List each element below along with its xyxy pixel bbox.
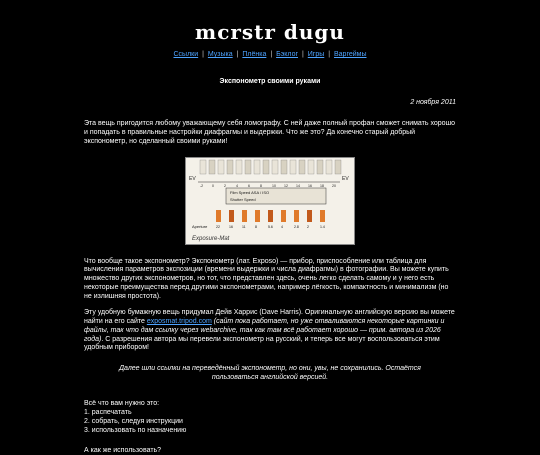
top-stripe	[218, 160, 224, 174]
ev-tick-label: 18	[320, 184, 324, 188]
usage-question: А как же использовать?	[84, 447, 456, 455]
top-stripe	[281, 160, 287, 174]
aperture-value: 11	[242, 225, 246, 229]
aperture-mark	[320, 210, 325, 222]
post-what-paragraph: Что вообще такое экспонометр? Экспонометр (лат. Exposo) — прибор, приспособление или таблица для вычисления параметров экспозиции (времени выдержки и числа диафрагмы) в фотографии. Вы можете купить множество других экспонометров, но тот, что представлен здесь, очень легко сделать самому и у него есть некоторые преимущества перед другими экспонометрами, например лёгкость, компактность и минимализм (но не излишняя простота).	[84, 258, 456, 302]
film-speed-label: Film Speed ASA / ISO	[230, 190, 269, 195]
shutter-speed-label: Shutter Speed	[230, 197, 256, 202]
exposure-mat-image	[185, 157, 355, 245]
main-nav	[84, 51, 456, 60]
aperture-mark	[255, 210, 260, 222]
ev-tick-label: 14	[296, 184, 300, 188]
aperture-value: 8	[255, 225, 257, 229]
top-stripe	[245, 160, 251, 174]
aperture-mark	[294, 210, 299, 222]
top-stripe	[317, 160, 323, 174]
aperture-mark	[281, 210, 286, 222]
top-stripe	[209, 160, 215, 174]
aperture-value: 2	[307, 225, 309, 229]
exposmat-link[interactable]: exposmat.tripod.com	[147, 318, 212, 325]
ev-tick-label: 0	[212, 184, 214, 188]
post-date: 2 ноября 2011	[84, 99, 456, 108]
aperture-value: 16	[229, 225, 233, 229]
aperture-value: 22	[216, 225, 220, 229]
nav-separator: |	[328, 51, 330, 58]
ev-tick-label: 20	[332, 184, 336, 188]
nav-separator: |	[270, 51, 272, 58]
history-italic-note: (сайт пока работает, но уже отваливаются некоторые картинки и файлы, так что дам ссылку через webarchive, так как там всё работает хорошо — прим. автора из 2026 года)	[84, 318, 444, 343]
history-text-end: . С разрешения автора мы перевели экспонометр на русский, и теперь все могут воспользоваться этим удобным прибором!	[84, 336, 440, 352]
aperture-value: 1.4	[320, 225, 325, 229]
ev-tick-label: 12	[284, 184, 288, 188]
ev-tick-label: 16	[308, 184, 312, 188]
aperture-mark	[307, 210, 312, 222]
post-history-paragraph	[84, 309, 456, 353]
nav-link-music[interactable]: Музыка	[208, 51, 233, 58]
top-stripe	[200, 160, 206, 174]
aperture-scale	[216, 210, 325, 229]
exposure-mat-illustration	[186, 158, 354, 244]
nav-separator: |	[202, 51, 204, 58]
top-stripe	[236, 160, 242, 174]
aperture-mark	[229, 210, 234, 222]
post-italic-note: Далее шли ссылки на переведённый экспонометр, но они, увы, не сохранились. Остаётся пользоваться английской версией.	[84, 365, 456, 383]
step-item: 2. собрать, следуя инструкции	[84, 418, 456, 427]
nav-link-wargames[interactable]: Варгеймы	[334, 51, 367, 58]
history-text: Эту удобную бумажную вещь придумал Дейв Харрис (Dave Harris). Оригинальную английскую версию вы можете найти на его сайте	[84, 309, 455, 325]
aperture-value: 4	[281, 225, 283, 229]
site-title[interactable]: mcrstr dugu	[84, 20, 456, 45]
top-stripe	[335, 160, 341, 174]
post-title: Экспонометр своими руками	[84, 78, 456, 87]
ev-tick-label: 10	[272, 184, 276, 188]
post-intro-paragraph: Эта вещь пригодится любому уважающему себя ломографу. С ней даже полный профан сможет снимать хорошо и попадать в правильные настройки диафрагмы и выдержки. Что же это? Да конечно старый добрый экспонометр, но сделанный своими руками!	[84, 120, 456, 146]
top-stripe	[272, 160, 278, 174]
nav-link-backlog[interactable]: Бэклог	[276, 51, 298, 58]
ev-label-right: EV	[342, 176, 349, 182]
ev-label: EV	[189, 176, 196, 182]
step-item: 3. использовать по назначению	[84, 427, 456, 436]
top-stripe	[290, 160, 296, 174]
ev-tick-label: 2	[224, 184, 226, 188]
top-stripe	[308, 160, 314, 174]
top-stripe	[326, 160, 332, 174]
nav-separator: |	[237, 51, 239, 58]
steps-list	[84, 409, 456, 435]
nav-separator: |	[302, 51, 304, 58]
page-container	[84, 0, 456, 455]
nav-link-links[interactable]: Ссылки	[173, 51, 198, 58]
aperture-value: 5.6	[268, 225, 273, 229]
top-stripe	[227, 160, 233, 174]
top-stripe	[263, 160, 269, 174]
aperture-mark	[242, 210, 247, 222]
figure-caption: Exposure-Mat	[192, 236, 230, 242]
step-item: 1. распечатать	[84, 409, 456, 418]
needs-heading: Всё что вам нужно это:	[84, 400, 456, 409]
aperture-label: Aperture	[192, 224, 208, 229]
ev-tick-label: 4	[236, 184, 238, 188]
nav-link-film[interactable]: Плёнка	[242, 51, 266, 58]
aperture-value: 2.8	[294, 225, 299, 229]
ev-tick-label: -2	[200, 184, 203, 188]
top-stripe	[299, 160, 305, 174]
nav-link-games[interactable]: Игры	[308, 51, 325, 58]
ev-tick-label: 8	[260, 184, 262, 188]
top-stripe	[254, 160, 260, 174]
aperture-mark	[268, 210, 273, 222]
aperture-mark	[216, 210, 221, 222]
ev-tick-label: 6	[248, 184, 250, 188]
